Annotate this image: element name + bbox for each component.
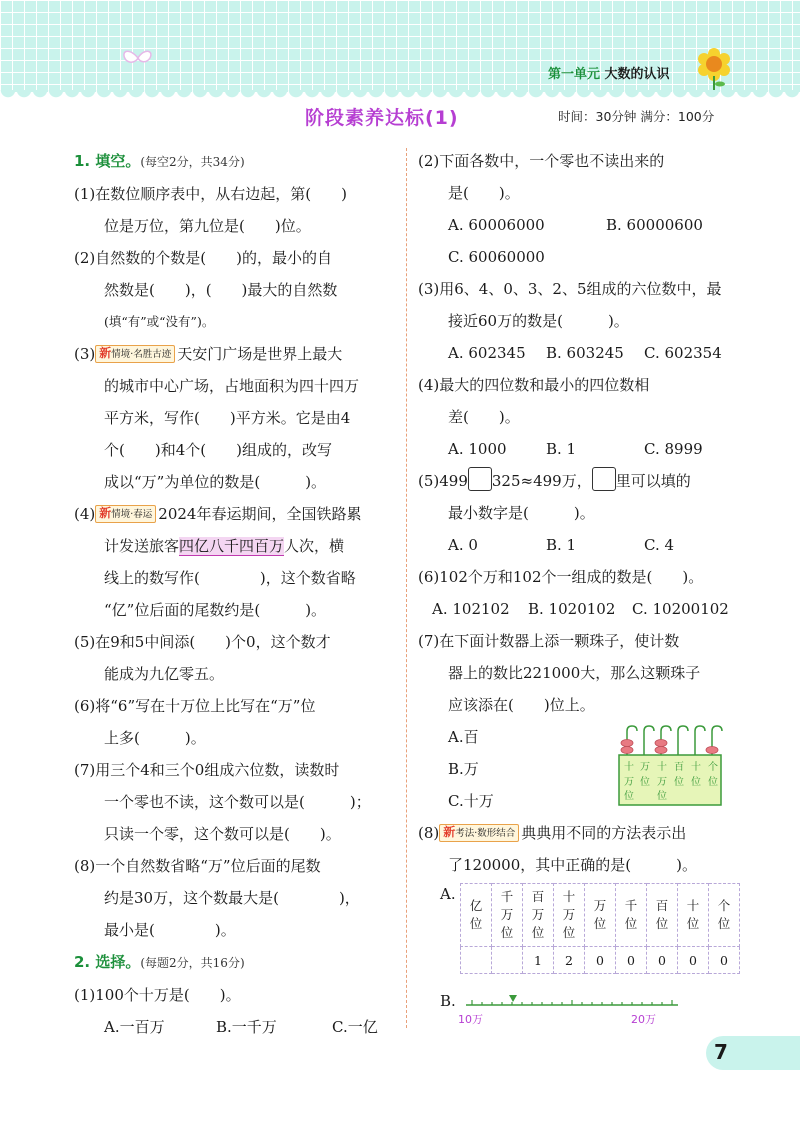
q6-line-1: (6)将“6”写在十万位上比写在“万”位	[74, 697, 316, 715]
abacus-label: 位	[691, 777, 701, 788]
q2-line-1: (2)自然数的个数是( )的，最小的自	[74, 249, 332, 267]
sunflower-icon	[694, 46, 734, 90]
q3-tag-text: 情境·名胜古迹	[111, 349, 172, 360]
c4-option-a: A. 1000	[448, 440, 507, 458]
table-value-cell: 0	[709, 947, 740, 974]
c3-line-2: 接近60万的数是( )。	[448, 312, 629, 330]
section-1-title: 1. 填空。	[74, 152, 141, 170]
c3-line-1: (3)用6、4、0、3、2、5组成的六位数中，最	[418, 280, 722, 298]
c3-option-a: A. 602345	[448, 344, 526, 362]
abacus-label: 万	[657, 777, 667, 788]
c5-line-2: 最小数字是( )。	[448, 504, 595, 522]
q3-line-3: 平方米，写作( )平方米。它是由4	[104, 409, 351, 427]
c8-line-2: 了120000，其中正确的是( )。	[448, 856, 697, 874]
table-header-cell: 个 位	[709, 884, 740, 947]
c5-post: 里可以填的	[615, 472, 691, 490]
section-2-title: 2. 选择。	[74, 953, 141, 971]
c3-options	[418, 337, 736, 369]
c4-option-b: B. 1	[546, 440, 577, 458]
table-header-cell: 百 位	[647, 884, 678, 947]
c2-line-1: (2)下面各数中，一个零也不读出来的	[418, 152, 665, 170]
number-line-left-label: 10万	[458, 1013, 483, 1025]
c3-option-b: B. 603245	[546, 344, 624, 362]
c5-mid: 325≈499万，	[491, 472, 592, 490]
page-number-badge	[706, 1036, 800, 1070]
unit-title: 大数的认识	[604, 67, 670, 82]
c3-option-c: C. 602354	[644, 344, 722, 362]
c6-line-1: (6)102个万和102个一组成的数是( )。	[418, 568, 704, 586]
q3-text: 天安门广场是世界上最大	[177, 345, 343, 363]
abacus-label: 十	[657, 762, 667, 773]
c2-line-2: 是( )。	[448, 184, 520, 202]
unit-label: 第一单元	[548, 67, 601, 82]
c2-option-c: C. 60060000	[448, 248, 545, 266]
c5-options	[418, 529, 736, 561]
c2-option-a: A. 60006000	[448, 216, 545, 234]
c5-option-c: C. 4	[644, 536, 675, 554]
table-value-cell	[461, 947, 492, 974]
c6-option-b: B. 1020102	[528, 600, 616, 618]
abacus-label: 百	[674, 762, 684, 773]
table-value-cell: 0	[678, 947, 709, 974]
q6-line-2: 上多( )。	[104, 729, 206, 747]
c7-option-a: A.百	[448, 728, 479, 746]
abacus-label: 十	[691, 762, 701, 773]
answer-box-2[interactable]	[592, 467, 616, 491]
q3-line-4: 个( )和4个( )组成的，改写	[104, 441, 332, 459]
q8-line-2: 约是30万，这个数最大是( )，	[104, 889, 360, 907]
answer-box-1[interactable]	[468, 467, 492, 491]
c1-options	[74, 1011, 400, 1043]
c1-line-1: (1)100个十万是( )。	[74, 986, 241, 1004]
section-2-heading	[74, 946, 400, 979]
c2-options-1	[418, 209, 736, 241]
c6-options	[418, 593, 736, 625]
table-header-cell: 亿 位	[461, 884, 492, 947]
table-header-cell: 十 万 位	[554, 884, 585, 947]
abacus-label: 位	[640, 777, 650, 788]
c5-option-b: B. 1	[546, 536, 577, 554]
q4-tag-text: 情境·春运	[111, 509, 153, 520]
c8-text: 典典用不同的方法表示出	[521, 824, 687, 842]
c5-pre: (5)499	[418, 472, 468, 490]
table-header-cell: 十 位	[678, 884, 709, 947]
c7-line-1: (7)在下面计数器上添一颗珠子，使计数	[418, 632, 680, 650]
q2-line-3: (填“有”或“没有”)。	[104, 314, 215, 329]
c4-options	[418, 433, 736, 465]
table-value-cell: 1	[523, 947, 554, 974]
left-column	[74, 145, 400, 1043]
table-value-cell: 0	[616, 947, 647, 974]
q7-line-1: (7)用三个4和三个0组成六位数，读数时	[74, 761, 340, 779]
section-1-note: (每空2分，共34分)	[140, 155, 245, 169]
c1-option-a: A.一百万	[104, 1018, 165, 1036]
q3-tag: 新情境·名胜古迹	[95, 345, 175, 363]
c5-line-1	[418, 465, 736, 497]
q8-line-1: (8)一个自然数省略“万”位后面的尾数	[74, 857, 321, 875]
c1-option-c: C.一亿	[332, 1018, 378, 1036]
c8-tag-text: 考法·数形结合	[455, 828, 516, 839]
section-1-heading	[74, 145, 400, 178]
q2-line-2: 然数是( )，( )最大的自然数	[104, 281, 338, 299]
table-header-cell: 万 位	[585, 884, 616, 947]
q1-line-1: (1)在数位顺序表中，从右边起，第( )	[74, 185, 347, 203]
table-header-cell: 百 万 位	[523, 884, 554, 947]
c1-option-b: B.一千万	[216, 1018, 277, 1036]
q5-line-1: (5)在9和5中间添( )个0，这个数才	[74, 633, 331, 651]
q4-highlight: 四亿八千四百万	[179, 537, 285, 555]
abacus-label: 位	[674, 777, 684, 788]
c7-line-3: 应该添在( )位上。	[448, 696, 595, 714]
table-value-cell	[492, 947, 523, 974]
c6-option-c: C. 10200102	[632, 600, 729, 618]
q7-line-3: 只读一个零，这个数可以是( )。	[104, 825, 341, 843]
abacus-label: 位	[708, 777, 718, 788]
table-header-cell: 千 万 位	[492, 884, 523, 947]
number-line-marker-icon	[509, 995, 517, 1002]
abacus-figure	[617, 725, 723, 807]
q4-tag: 新情境·春运	[95, 505, 156, 523]
q3-line-2: 的城市中心广场，占地面积为四十四万	[104, 377, 360, 395]
c6-option-a: A. 102102	[432, 600, 510, 618]
q4-post: 人次，横	[284, 537, 345, 555]
c7-line-2: 器上的数比221000大，那么这颗珠子	[448, 664, 701, 682]
c8-tag: 新考法·数形结合	[439, 824, 519, 842]
q8-line-3: 最小是( )。	[104, 921, 236, 939]
page-number: 7	[714, 1040, 728, 1064]
q4-text: 2024年春运期间，全国铁路累	[158, 505, 362, 523]
q7-line-2: 一个零也不读，这个数可以是( )；	[104, 793, 371, 811]
column-divider	[406, 148, 407, 1028]
table-value-cell: 0	[585, 947, 616, 974]
q5-line-2: 能成为九亿零五。	[104, 665, 225, 683]
c8-option-a-label: A.	[440, 885, 456, 903]
c7-option-c: C.十万	[448, 792, 494, 810]
q4-line-1: (4) 新情境·春运 2024年春运期间，全国铁路累	[74, 505, 362, 523]
c7-option-b: B.万	[448, 760, 479, 778]
c2-option-b: B. 60000600	[606, 216, 703, 234]
number-line	[456, 985, 686, 1025]
c4-option-c: C. 8999	[644, 440, 703, 458]
q4-line-3: 线上的数写作( )，这个数省略	[104, 569, 356, 587]
butterfly-icon	[118, 44, 158, 68]
unit-heading	[548, 63, 670, 82]
q4-line-2	[74, 530, 400, 562]
abacus-label: 位	[657, 791, 667, 802]
q1-line-2: 位是万位，第九位是( )位。	[104, 217, 311, 235]
c4-line-1: (4)最大的四位数和最小的四位数相	[418, 376, 650, 394]
place-value-table	[460, 883, 740, 974]
header-scallop	[0, 90, 800, 104]
time-info: 时间：30分钟 满分：100分	[558, 109, 715, 124]
page-title: 阶段素养达标(1)	[305, 107, 459, 129]
c8-option-b-label: B.	[440, 992, 456, 1010]
table-value-cell: 0	[647, 947, 678, 974]
q3-line-5: 成以“万”为单位的数是( )。	[104, 473, 327, 491]
abacus-label: 个	[708, 762, 718, 773]
table-value-cell: 2	[554, 947, 585, 974]
c5-option-a: A. 0	[448, 536, 478, 554]
abacus-label: 万	[624, 777, 634, 788]
q4-pre: 计发送旅客	[104, 537, 180, 555]
c4-line-2: 差( )。	[448, 408, 520, 426]
q4-line-4: “亿”位后面的尾数约是( )。	[104, 601, 327, 619]
number-line-right-label: 20万	[631, 1013, 656, 1025]
abacus-label: 位	[624, 791, 634, 802]
c8-line-1: (8) 新考法·数形结合 典典用不同的方法表示出	[418, 824, 687, 842]
abacus-label: 万	[640, 762, 650, 773]
q3-line-1: (3) 新情境·名胜古迹 天安门广场是世界上最大	[74, 345, 343, 363]
abacus-label: 十	[624, 762, 634, 773]
section-2-note: (每题2分，共16分)	[140, 956, 245, 970]
table-header-cell: 千 位	[616, 884, 647, 947]
